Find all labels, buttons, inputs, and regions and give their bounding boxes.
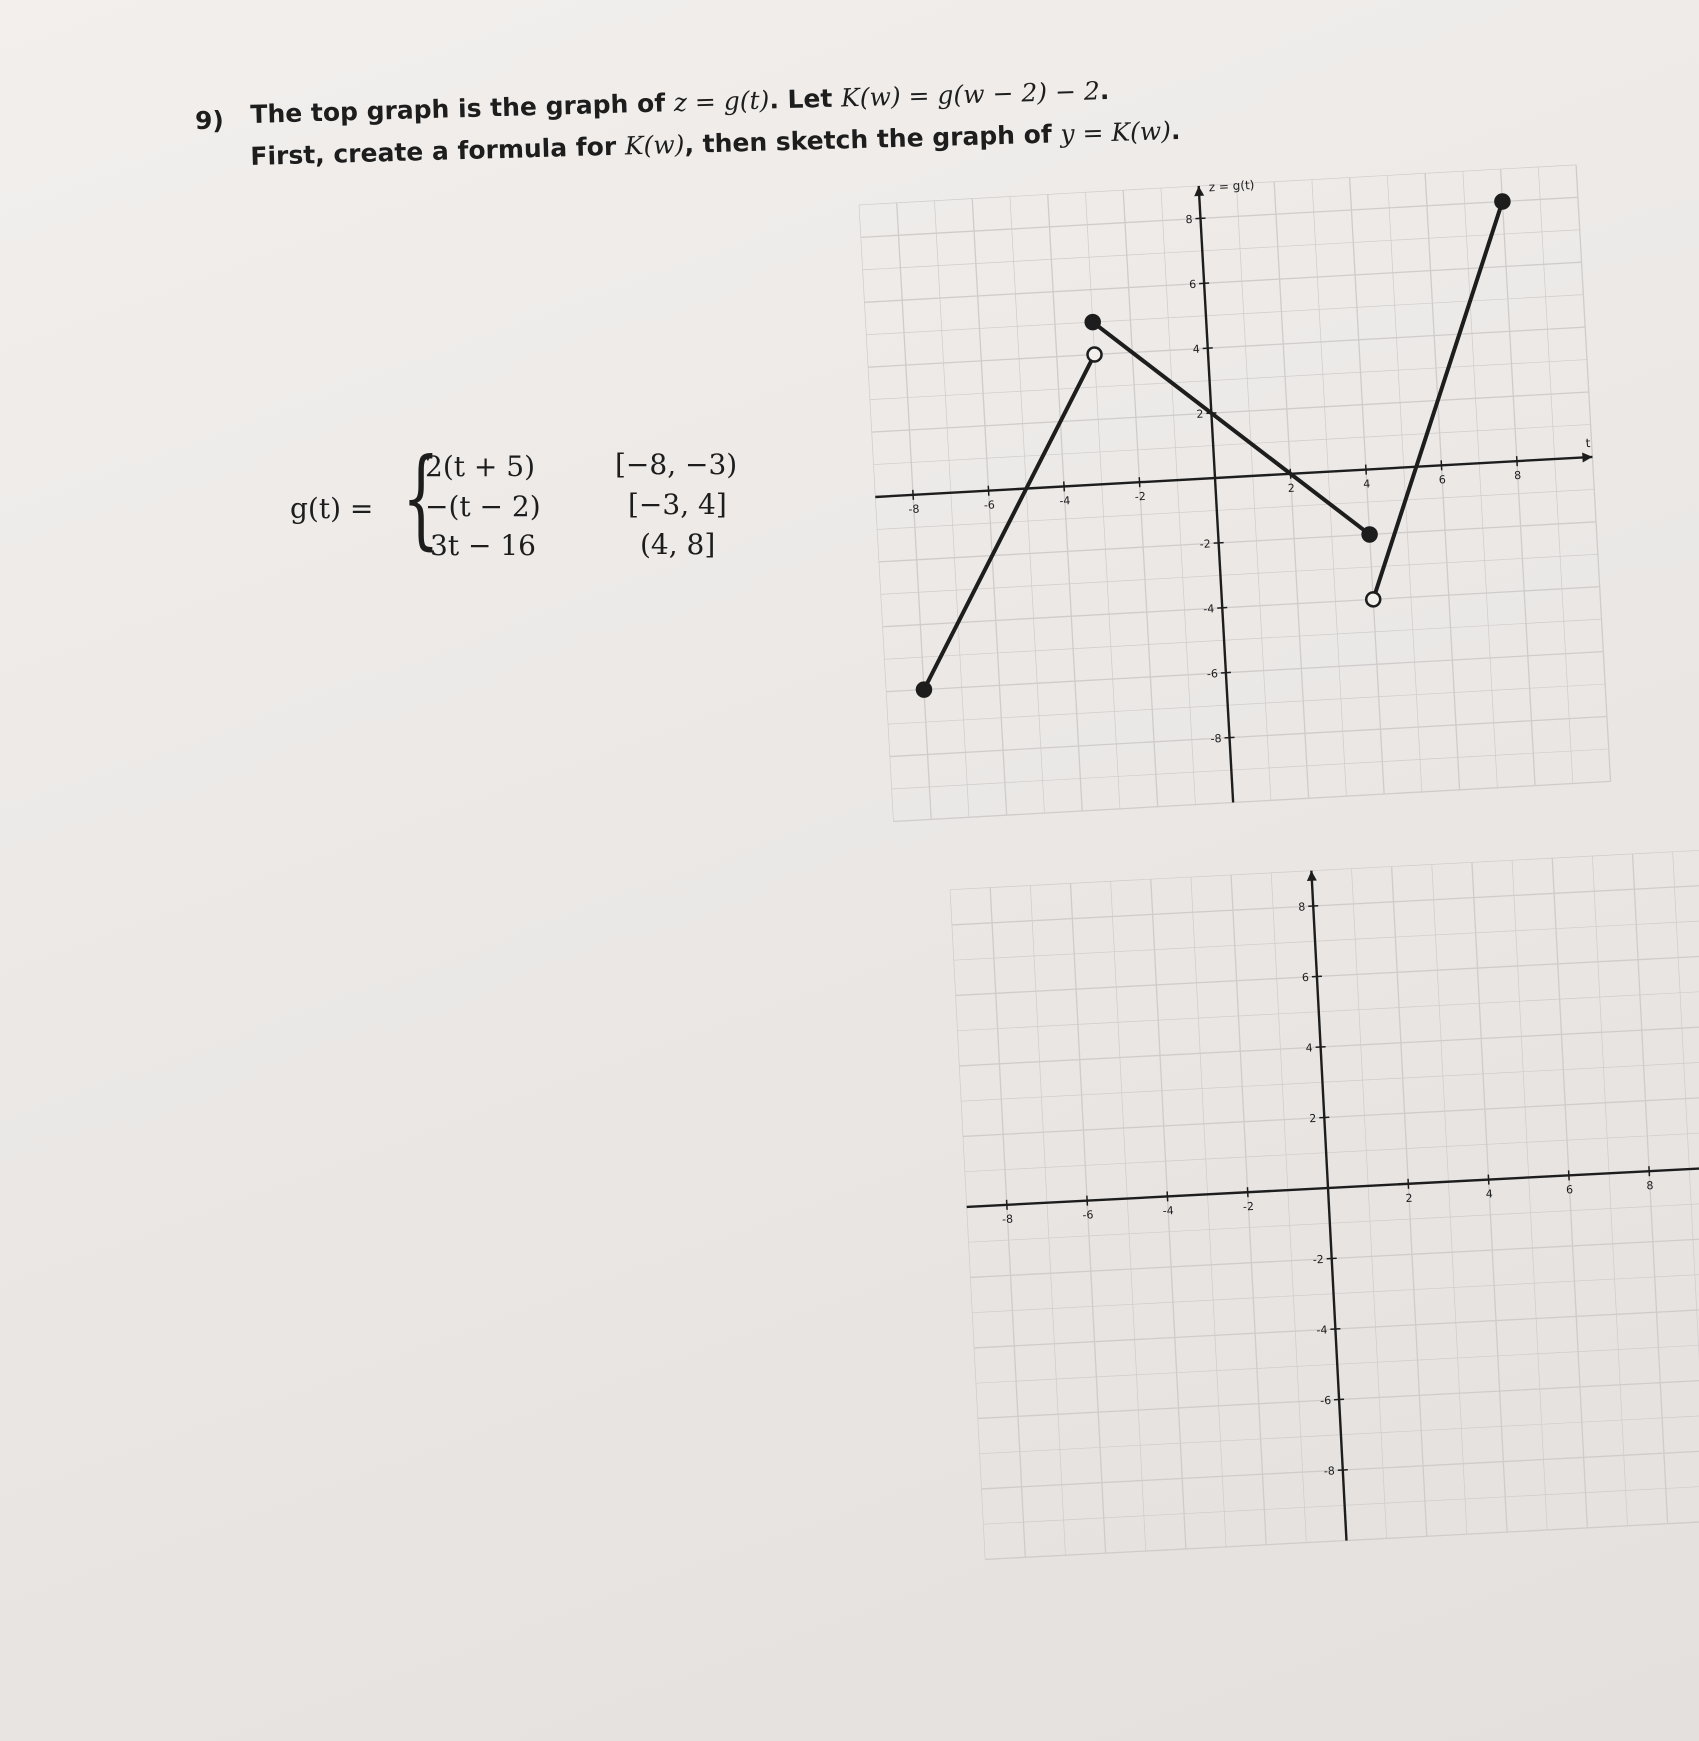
q2-text-c: .: [1170, 116, 1181, 146]
piece-domain: [−3, 4]: [628, 488, 727, 521]
x-tick-label: -2: [1242, 1199, 1255, 1214]
grid-line-horizontal: [954, 920, 1699, 960]
grid-line-horizontal: [957, 991, 1699, 1031]
y-tick-label: -6: [1206, 667, 1219, 681]
x-tick-label: 6: [1565, 1183, 1574, 1197]
y-axis-arrow: [1306, 870, 1317, 881]
grid-line-horizontal: [972, 1273, 1699, 1313]
grid-line-horizontal: [950, 850, 1699, 890]
x-tick-label: -4: [1162, 1204, 1174, 1218]
x-tick-label: -8: [908, 502, 920, 517]
grid-line-horizontal: [956, 955, 1699, 995]
piecewise-lhs: g(t) =: [290, 492, 374, 525]
grid-line-horizontal: [952, 885, 1699, 925]
grid-line-vertical: [1111, 881, 1146, 1551]
x-tick-label: 2: [1405, 1191, 1413, 1205]
x-tick-label: 4: [1362, 477, 1371, 491]
y-tick-label: -2: [1312, 1252, 1325, 1267]
x-tick: [1649, 1166, 1650, 1176]
piece-expression: 3t − 16: [430, 529, 536, 562]
y-tick-label: 4: [1305, 1041, 1313, 1055]
q1-math-a: z = g(t): [673, 85, 770, 118]
x-tick: [1488, 1175, 1489, 1185]
y-tick-label: 4: [1192, 342, 1201, 357]
y-tick-label: 8: [1297, 900, 1306, 914]
grid-line-horizontal: [969, 1199, 1699, 1242]
x-tick: [1408, 1179, 1409, 1189]
x-tick-label: -8: [1001, 1212, 1014, 1227]
y-tick: [1330, 1329, 1340, 1330]
y-tick-label: -6: [1319, 1393, 1332, 1408]
y-tick: [1334, 1399, 1344, 1400]
grid-line-horizontal: [985, 1519, 1699, 1559]
x-tick-label: 4: [1485, 1187, 1494, 1201]
x-tick-label: 6: [1438, 473, 1447, 487]
grid-line-vertical: [1673, 852, 1699, 1522]
q1-math-b: K(w) = g(w − 2) − 2: [840, 76, 1101, 113]
x-tick-label: -2: [1134, 489, 1147, 504]
q1-text-b: . Let: [768, 83, 842, 115]
grid-line-vertical: [1432, 864, 1467, 1534]
x-tick-label: -6: [983, 498, 996, 512]
x-tick-label: -6: [1082, 1208, 1094, 1222]
piece-expression: −(t − 2): [425, 490, 541, 523]
y-tick-label: -8: [1210, 732, 1222, 746]
grid-line-horizontal: [965, 1132, 1699, 1172]
x-tick: [1247, 1187, 1248, 1197]
q2-text-b: , then sketch the graph of: [684, 119, 1061, 159]
grid-line-horizontal: [963, 1096, 1699, 1136]
grid-line-vertical: [1512, 860, 1547, 1530]
q2-math-a: K(w): [624, 129, 685, 161]
x-tick-label: 2: [1287, 481, 1296, 495]
piece-expression: 2(t + 5): [425, 450, 535, 483]
piece-domain: (4, 8]: [640, 528, 716, 561]
x-tick-label: -4: [1059, 494, 1071, 508]
q1-text-c: .: [1099, 76, 1110, 106]
grid-line-vertical: [1592, 856, 1627, 1526]
y-tick-label: -4: [1202, 602, 1215, 616]
y-tick-label: 8: [1185, 212, 1193, 227]
y-tick-label: -2: [1199, 537, 1212, 551]
y-tick-label: 6: [1188, 277, 1197, 292]
y-tick: [1327, 1258, 1337, 1259]
grid-line-vertical: [1030, 885, 1065, 1555]
y-tick: [1312, 976, 1322, 977]
q2-text-a: First, create a formula for: [250, 131, 626, 171]
y-tick-label: -8: [1323, 1464, 1336, 1478]
y-tick: [1338, 1470, 1348, 1471]
x-tick: [1087, 1196, 1088, 1206]
grid-line-horizontal: [959, 1026, 1699, 1066]
y-tick-label: 2: [1309, 1111, 1317, 1126]
y-tick: [1308, 906, 1318, 907]
y-tick: [1316, 1047, 1326, 1048]
y-axis: [1311, 871, 1346, 1541]
grid-line-vertical: [1191, 877, 1226, 1547]
grid-line-horizontal: [983, 1484, 1699, 1524]
graph-title: z = g(t): [1208, 177, 1255, 195]
x-axis: [967, 1167, 1699, 1207]
question-number: 9): [195, 106, 224, 135]
q2-math-b: y = K(w): [1060, 116, 1172, 149]
grid-line-vertical: [950, 890, 985, 1560]
plot-group: [950, 850, 1699, 1560]
x-tick: [1569, 1170, 1570, 1180]
piece-domain: [−8, −3): [615, 448, 738, 481]
y-tick-label: -4: [1316, 1323, 1328, 1337]
grid-line-horizontal: [981, 1449, 1699, 1489]
grid-line-horizontal: [970, 1237, 1699, 1277]
grid-line-horizontal: [961, 1061, 1699, 1101]
x-tick-label: 8: [1513, 468, 1522, 483]
x-axis-label: t: [1585, 436, 1591, 451]
grid-line-vertical: [1352, 869, 1387, 1539]
y-tick: [1319, 1117, 1329, 1118]
y-tick-label: 6: [1301, 970, 1310, 985]
x-tick: [1167, 1191, 1168, 1201]
x-tick-label: 8: [1646, 1178, 1654, 1193]
y-tick-label: 2: [1196, 407, 1204, 421]
x-tick: [1007, 1200, 1008, 1210]
piecewise-brace: {: [402, 436, 440, 561]
q1-text-a: The top graph is the graph of: [250, 88, 675, 129]
